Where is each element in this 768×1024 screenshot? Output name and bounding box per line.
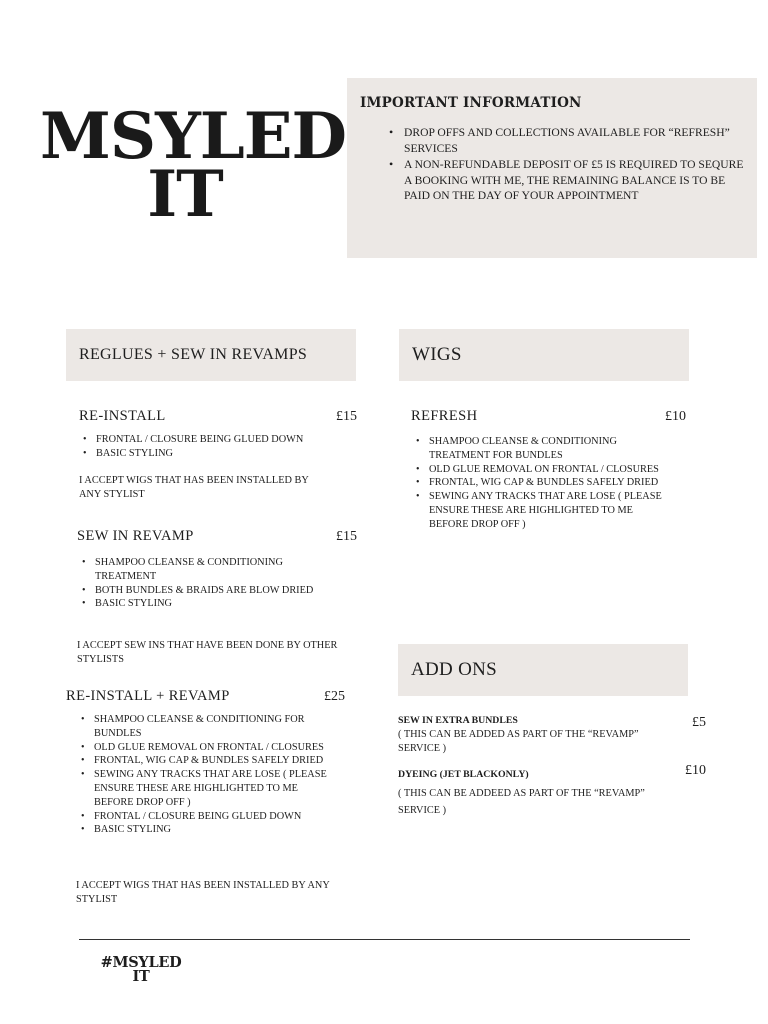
bullet-item: • SHAMPOO CLEANSE & CONDITIONING TREATMENT FOR BUNDLES [411, 435, 673, 463]
info-list [360, 125, 744, 204]
service-price-reinstall: £15 [336, 409, 357, 424]
reglues-section-title: REGLUES + SEW IN REVAMPS [79, 346, 308, 363]
bullet-item: • FRONTAL / CLOSURE BEING GLUED DOWN [76, 810, 338, 824]
important-info-box [347, 78, 757, 258]
service-name-reinstall-revamp: RE-INSTALL + REVAMP [66, 688, 230, 704]
reglues-section-header [66, 329, 356, 381]
bullet-item: • SHAMPOO CLEANSE & CONDITIONING FOR BUNDLES [76, 713, 338, 741]
service-bullets-reinstall [78, 433, 348, 461]
addon-desc-extra-bundles: ( THIS CAN BE ADDED AS PART OF THE “REVAMP” SERVICE ) [398, 729, 639, 754]
addons-section-header [398, 644, 688, 696]
service-bullets-reinstall-revamp [76, 713, 338, 837]
info-title: IMPORTANT INFORMATION [360, 95, 582, 111]
brand-line-2: IT [147, 157, 223, 232]
service-bullets-sew-in-revamp [77, 556, 317, 611]
service-price-sew-in-revamp: £15 [336, 529, 357, 544]
bullet-item: • BASIC STYLING [77, 597, 317, 611]
brand-logo [40, 99, 347, 232]
service-note-reinstall-revamp: I ACCEPT WIGS THAT HAS BEEN INSTALLED BY ANY STYLIST [76, 880, 330, 905]
info-item: • DROP OFFS AND COLLECTIONS AVAILABLE FOR “REFRESH” SERVICES [404, 125, 744, 156]
brand-line-1: MSYLED [40, 99, 347, 174]
footer-line-1: #MSYLED [100, 954, 182, 971]
service-note-sew-in-revamp: I ACCEPT SEW INS THAT HAVE BEEN DONE BY OTHER STYLISTS [77, 640, 338, 665]
service-note-reinstall: I ACCEPT WIGS THAT HAS BEEN INSTALLED BY ANY STYLIST [79, 475, 309, 500]
bullet-item: • BASIC STYLING [78, 447, 348, 461]
service-name-refresh: REFRESH [411, 408, 478, 424]
addons-section-title: ADD ONS [411, 659, 498, 680]
addon-name-extra-bundles: SEW IN EXTRA BUNDLES [398, 715, 518, 726]
wigs-section-title: WIGS [412, 344, 462, 365]
info-item: • A NON-REFUNDABLE DEPOSIT OF £5 IS REQUIRED TO SEQURE A BOOKING WITH ME, THE REMAINING BALANCE IS TO BE PAID ON THE DAY OF YOUR APPOINTMENT [404, 157, 744, 204]
bullet-item: • OLD GLUE REMOVAL ON FRONTAL / CLOSURES [76, 741, 338, 755]
service-name-reinstall: RE-INSTALL [79, 408, 166, 424]
footer-divider [79, 939, 690, 940]
bullet-item: • BOTH BUNDLES & BRAIDS ARE BLOW DRIED [77, 584, 317, 598]
service-bullets-refresh [411, 435, 673, 532]
wigs-section-header [399, 329, 689, 381]
footer-logo [96, 956, 186, 984]
bullet-item: • BASIC STYLING [76, 823, 338, 837]
footer-line-2: IT [132, 968, 150, 985]
addon-price-dyeing: £10 [685, 763, 706, 778]
service-price-reinstall-revamp: £25 [324, 689, 345, 704]
addon-name-dyeing: DYEING (JET BLACKONLY) [398, 769, 529, 780]
addon-desc-dyeing: ( THIS CAN BE ADDEED AS PART OF THE “REVAMP” SERVICE ) [398, 788, 645, 816]
service-price-refresh: £10 [665, 409, 686, 424]
bullet-item: • FRONTAL, WIG CAP & BUNDLES SAFELY DRIED [76, 754, 338, 768]
bullet-item: • OLD GLUE REMOVAL ON FRONTAL / CLOSURES [411, 463, 673, 477]
bullet-item: • SHAMPOO CLEANSE & CONDITIONING TREATMENT [77, 556, 317, 584]
bullet-item: • FRONTAL, WIG CAP & BUNDLES SAFELY DRIED [411, 476, 673, 490]
bullet-item: • FRONTAL / CLOSURE BEING GLUED DOWN [78, 433, 348, 447]
addon-price-extra-bundles: £5 [692, 715, 706, 730]
bullet-item: • SEWING ANY TRACKS THAT ARE LOSE ( PLEASE ENSURE THESE ARE HIGHLIGHTED TO ME BEFORE DROP OFF ) [411, 490, 673, 531]
bullet-item: • SEWING ANY TRACKS THAT ARE LOSE ( PLEASE ENSURE THESE ARE HIGHLIGHTED TO ME BEFORE DROP OFF ) [76, 768, 338, 809]
service-name-sew-in-revamp: SEW IN REVAMP [77, 528, 194, 544]
